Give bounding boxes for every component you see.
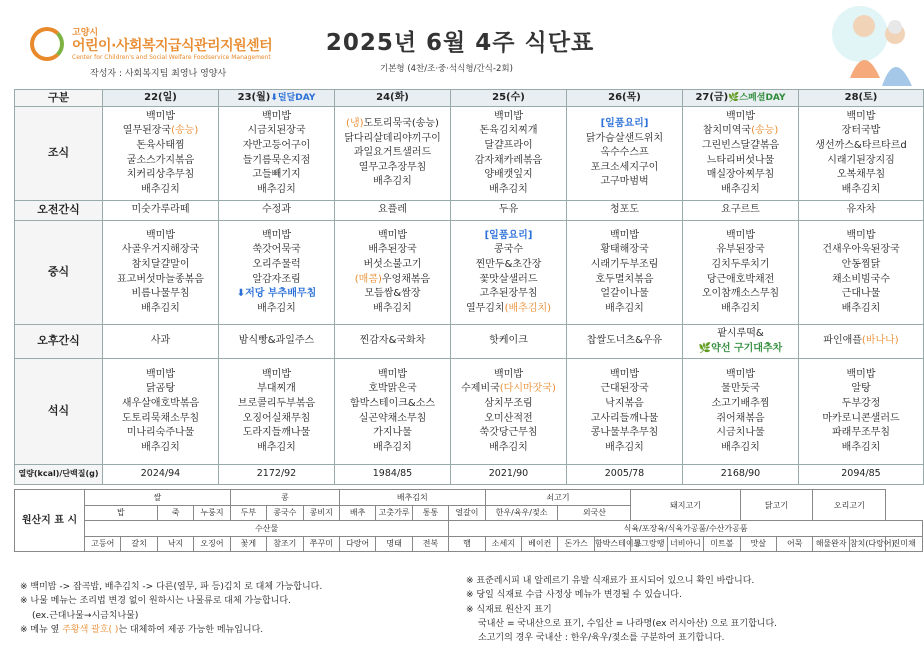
menu-item: 표고버섯마늘종볶음 [117,273,204,285]
menu-item: 고들빼기지 [252,169,301,181]
menu-item: 물만둣국 [721,383,760,395]
menu-item: 배추김치 [721,441,760,453]
menu-item: 배추김치 [489,441,528,453]
menu-item: 쑥갓당근무침 [479,427,538,439]
origin-group: 식육/포장육/식육가공품/수산가공품 [449,521,923,537]
menu-item: 황태해장국 [600,244,649,256]
menu-item: 비름나물무침 [131,288,190,300]
menu-item: 배추김치 [141,183,180,195]
nutrition-cell: 2021/90 [451,465,567,485]
breakfast-cell [335,107,451,201]
menu-item: 얼갈이나물 [600,288,649,300]
menu-item: 쥐어채볶음 [716,412,765,424]
origin-sub: 콩비지 [303,505,339,521]
origin-sub: 죽 [157,505,193,521]
breakfast-cell [451,107,567,201]
dinner-cell [335,359,451,465]
menu-item: 배추김치 [373,176,412,188]
menu-item: 배추김치 [373,441,412,453]
origin-sub: 명태 [376,536,412,552]
origin-sub: 한우/육우/젖소 [485,505,558,521]
pm-snack-cell [799,325,924,359]
menu-item: 그린빈스달걀볶음 [701,139,780,151]
origin-group: 배추김치 [339,490,485,506]
menu-item: 파인애플(바나나) [823,335,899,347]
menu-item: 버섯소불고기 [363,258,422,270]
org-english-name: Center for Children's and Social Welfare Foodservice Management [72,54,271,61]
nutrition-cell: 1984/85 [335,465,451,485]
menu-item: 두부강정 [841,397,881,409]
menu-item: 참치달걀말이 [131,258,190,270]
menu-item: 오이참깨소스무침 [701,288,780,300]
origin-sub: 진미채 [886,536,923,552]
origin-sub: 쭈꾸미 [303,536,339,552]
dinner-cell [219,359,335,465]
menu-item: 백미밥 [494,110,523,122]
nutrition-cell: 2024/94 [103,465,219,485]
menu-item: 모듬쌈&쌈장 [364,288,421,300]
menu-item: 백미밥 [378,368,407,380]
menu-item: 백미밥 [378,229,407,241]
org-logo-icon [30,27,64,61]
nutrition-cell: 2172/92 [219,465,335,485]
menu-item: 백미밥 [846,368,876,380]
menu-item: 사과 [150,335,171,347]
menu-item: 달걀프라이 [484,139,533,151]
dinner-cell [799,359,924,465]
menu-item: 자반고등어구이 [242,139,311,151]
menu-item: 백미밥 [726,229,755,241]
day-tag: ⬇덜달DAY [270,92,316,103]
origin-sub: 돈가스 [558,536,594,552]
menu-item: (매콤)우엉채볶음 [354,273,431,285]
note-line: 소고기의 경우 국내산 : 한우/육우/젖소를 구분하여 표기합니다. [478,633,725,644]
menu-item: 호박맑은국 [368,383,417,395]
menu-item: 부대찌개 [257,383,296,395]
dinner-cell [683,359,799,465]
lunch-cell [567,221,683,325]
pm-snack-cell [567,325,683,359]
origin-group: 수산물 [85,521,449,537]
am-snack-cell: 미숫가루라떼 [103,201,219,221]
menu-item: 돈육사태찜 [136,139,185,151]
menu-item: 배추김치 [841,441,881,453]
menu-item: 핫케이크 [489,335,528,347]
origin-sub: 맛살 [740,536,776,552]
am-snack-cell: 유자차 [799,201,924,221]
menu-item: 닭곰탕 [146,383,175,395]
menu-item: 배추김치 [141,302,180,314]
am-snack-cell: 요구르트 [683,201,799,221]
origin-group: 콩 [230,490,339,506]
row-label: 열량(kcal)/단백질(g) [15,465,103,485]
origin-sub: 오징어 [194,536,230,552]
pm-snack-cell [103,325,219,359]
am-snack-cell: 수정과 [219,201,335,221]
menu-item: 닭가슴살샌드위치 [585,132,664,144]
menu-item: 밤식빵&과일주스 [238,335,315,347]
origin-sub: 누룽지 [194,505,230,521]
origin-sub: 미트볼 [704,536,740,552]
day-header: 26(목) [567,90,683,107]
menu-item: 백미밥 [262,110,291,122]
origin-sub: 꽃게 [230,536,266,552]
pm-snack-cell [335,325,451,359]
menu-item: 삼치무조림 [484,397,533,409]
page-title: 2025년 6월 4주 식단표 [325,30,595,56]
menu-item: 백미밥 [846,229,876,241]
menu-item: 고사리들깨나물 [590,412,659,424]
menu-item: 장터국밥 [841,125,881,137]
menu-item: 콩나물부추무침 [590,427,659,439]
menu-item: 고추된장무침 [479,288,538,300]
menu-item: 배추김치 [257,183,296,195]
menu-item: 감자채카레볶음 [474,154,543,166]
menu-item: 옥수수스프 [600,147,649,159]
menu-item: 양배캣잎지 [484,169,533,181]
menu-item: 시금치나물 [716,427,765,439]
menu-item: 백미밥 [494,368,523,380]
lunch-cell [799,221,924,325]
menu-item: 함박스테이크&소스 [349,397,436,409]
nutrition-cell: 2168/90 [683,465,799,485]
elderly-couple-illustration-icon [812,4,918,86]
dinner-cell [451,359,567,465]
corner-header: 구분 [15,90,103,107]
origin-sub: 함박스테이크 [594,536,630,552]
origin-sub: 전복 [412,536,448,552]
note-line: (ex.근대나물→시금치나물) [32,610,139,621]
note-line: ※ 나물 메뉴는 조리법 변경 없이 원하시는 나물류로 대체 가능합니다. [20,596,291,607]
origin-sub: 콩국수 [267,505,303,521]
menu-item: 팥시루떡& [717,327,764,339]
note-line: ※ 백미밥 -> 잡곡밥, 배추김치 -> 다른(열무, 파 등)김치 로 대체 가능합니다. [20,582,323,592]
day-tag: 🌿스페셜DAY [728,92,786,103]
org-name: 어린이·사회복지급식관리지원센터 [72,38,273,54]
menu-item: 백미밥 [146,368,175,380]
menu-item: 안동찜닭 [841,258,881,270]
origin-group: 쌀 [85,490,231,506]
meal-table [14,89,924,485]
menu-item: (냉)도토리묵국(송능) [346,118,439,130]
note-line: ※ 메뉴 옆 주황색 괄호( )는 대체하여 제공 가능한 메뉴입니다. [20,624,264,635]
breakfast-cell [799,107,924,201]
menu-item: 돈육김치찌개 [479,125,538,137]
menu-item: 근대나물 [841,288,881,300]
menu-item: 배추김치 [373,302,412,314]
menu-item: 들기름묵은지점 [242,154,311,166]
menu-item: 도토리묵채소무침 [121,412,200,424]
menu-item: 마카로니콘샐러드 [822,412,900,424]
menu-item: 찐만두&초간장 [475,258,542,270]
menu-item: 유부된장국 [716,244,765,256]
note-line: ※ 표준레시피 내 알레르기 유발 식재료가 표시되어 있으니 확인 바랍니다. [466,576,755,586]
menu-item: 열무김치(배추김치) [465,302,552,314]
day-header: 27(금)🌿스페셜DAY [683,90,799,107]
origin-sub: 소세지 [485,536,521,552]
author: 작성자 : 사회복지팀 최영나 영양사 [90,69,227,79]
am-snack-cell: 청포도 [567,201,683,221]
breakfast-cell [683,107,799,201]
origin-sub: 낙지 [157,536,193,552]
breakfast-cell [567,107,683,201]
menu-item: 시래기두부조림 [590,258,659,270]
origin-label: 원산지 표 시 [15,490,85,552]
menu-item: 김치두루치기 [711,258,770,270]
origin-sub: 고등어 [85,536,121,552]
menu-item: 파래무조무침 [832,427,890,439]
menu-item: 배추김치 [257,441,296,453]
org-city: 고양시 [72,28,99,38]
origin-sub: 두부 [230,505,266,521]
origin-sub: 배추 [339,505,375,521]
menu-item: 찐감자&국화차 [359,335,426,347]
menu-item: 배추김치 [841,302,881,314]
menu-item: 열무고추장무침 [358,161,427,173]
menu-item: 치커리상추무침 [126,169,195,181]
menu-item: 호두멸치볶음 [595,273,654,285]
menu-item: 백미밥 [146,229,175,241]
origin-sub: 얼갈이 [449,505,485,521]
menu-item: 백미밥 [146,110,175,122]
menu-item: 과일요거트샐러드 [353,147,432,159]
menu-item: 미나리숙주나물 [126,427,195,439]
menu-item: 오리주물럭 [252,258,301,270]
origin-sub: 통통 [412,505,448,521]
origin-sub: 갈치 [121,536,157,552]
origin-sub: 너비아니 [667,536,703,552]
row-label: 석식 [15,359,103,465]
origin-group: 오리고기 [813,490,886,521]
origin-sub: 밥 [85,505,158,521]
menu-item: 사골우거지해장국 [121,244,200,256]
menu-item: 백미밥 [262,368,291,380]
day-header: 28(토) [799,90,924,107]
menu-item: 배추김치 [721,302,760,314]
menu-item: 닭다리살데리야끼구이 [344,132,441,144]
menu-item: 찹쌀도너츠&우유 [586,335,663,347]
row-label: 오전간식 [15,201,103,221]
lunch-cell [335,221,451,325]
pm-snack-cell [683,325,799,359]
menu-item: 채소비빔국수 [832,273,890,285]
menu-item: 가지나물 [373,427,412,439]
menu-item: 느타리버섯나물 [706,154,775,166]
am-snack-cell: 요플레 [335,201,451,221]
origin-sub: 참조기 [267,536,303,552]
row-label: 오후간식 [15,325,103,359]
dinner-cell [567,359,683,465]
menu-item: 오복채무침 [836,169,886,181]
menu-item: 참치미역국(송능) [702,125,779,137]
am-snack-cell: 두유 [451,201,567,221]
note-line: ※ 식재료 원산지 표기 [466,604,552,615]
lunch-cell [219,221,335,325]
day-header: 25(수) [451,90,567,107]
menu-item: 굴소스가지볶음 [126,154,195,166]
menu-item: 배추김치 [141,441,180,453]
menu-item: 새우살애호박볶음 [121,397,200,409]
menu-item: 배추김치 [257,302,296,314]
menu-item: 백미밥 [726,368,755,380]
breakfast-cell [103,107,219,201]
menu-item: 배추된장국 [368,244,417,256]
menu-item: 배추김치 [721,183,760,195]
lunch-cell [451,221,567,325]
menu-item: 시금치된장국 [247,125,306,137]
row-label: 중식 [15,221,103,325]
menu-item: 도라지들깨나물 [242,427,311,439]
note-line: 국내산 = 국내산으로 표기, 수입산 = 나라명(ex 러시아산) 으로 표기합니다. [478,618,778,629]
menu-item: 알감자조림 [252,273,301,285]
pm-snack-cell [219,325,335,359]
origin-sub: 고춧가루 [376,505,412,521]
menu-item: 수제비국(다시마잣국) [461,383,556,395]
dinner-cell [103,359,219,465]
origin-group: 돼지고기 [631,490,740,521]
menu-item: 오미산적전 [484,412,533,424]
menu-item: 배추김치 [605,441,644,453]
breakfast-cell [219,107,335,201]
menu-item: 백미밥 [610,368,639,380]
menu-item: 낙지볶음 [605,397,644,409]
notes-right [466,574,921,645]
origin-table [14,489,923,552]
menu-item: [일품요리] [600,118,649,130]
origin-sub: 참치(다랑어) [849,536,885,552]
pm-snack-cell [451,325,567,359]
menu-item: 쑥갓어묵국 [252,244,301,256]
menu-item: 브로콜리두부볶음 [237,397,316,409]
menu-item: 🌿약선 구기대추차 [698,342,783,354]
note-line: ※ 당일 식재료 수급 사정상 메뉴가 변경될 수 있습니다. [466,590,682,601]
lunch-cell [103,221,219,325]
menu-item: 열무된장국(송능) [122,125,199,137]
menu-item: 백미밥 [846,110,876,122]
origin-sub: 외국산 [558,505,631,521]
menu-item: 건새우아욱된장국 [822,244,900,256]
menu-item: 배추김치 [841,183,881,195]
menu-item: 백미밥 [262,229,291,241]
origin-sub: 동그랑땡 [631,536,667,552]
origin-sub: 베이컨 [522,536,558,552]
menu-item: 시래기된장지짐 [827,154,895,166]
menu-item: 포크소세지구이 [590,161,659,173]
origin-sub: 햄 [449,536,485,552]
menu-item: ⬇저당 부추배무침 [236,288,317,300]
menu-item: 근대된장국 [600,383,649,395]
menu-item: 백미밥 [610,229,639,241]
nutrition-cell: 2094/85 [799,465,924,485]
menu-item: 생선까스&타르타르d [815,139,907,151]
origin-sub: 해물완자 [813,536,849,552]
menu-item: 고구마범벅 [600,176,649,188]
menu-item: 오징어실채무침 [242,412,311,424]
page-subtitle: 기본형 (4찬/조·중·석식형/간식-2회) [380,64,513,74]
menu-item: 실곤약채소무침 [358,412,427,424]
origin-sub: 어묵 [777,536,813,552]
page-header [0,0,923,88]
menu-item: 콩국수 [494,244,523,256]
menu-item: 당근애호박채전 [706,273,775,285]
menu-item: 소고기배추찜 [711,397,770,409]
origin-group: 닭고기 [740,490,813,521]
menu-item: 백미밥 [726,110,755,122]
day-header: 24(화) [335,90,451,107]
menu-item: 배추김치 [605,302,644,314]
day-header: 22(일) [103,90,219,107]
notes-left [20,580,460,637]
menu-item: 배추김치 [489,183,528,195]
nutrition-cell: 2005/78 [567,465,683,485]
menu-item: 꽃맛살샐러드 [479,273,538,285]
day-header: 23(월)⬇덜달DAY [219,90,335,107]
menu-item: [일품요리] [484,229,533,241]
row-label: 조식 [15,107,103,201]
menu-item: 알탕 [851,383,871,395]
origin-sub: 다랑어 [339,536,375,552]
menu-item: 매실장아찌무침 [706,169,775,181]
lunch-cell [683,221,799,325]
origin-group: 쇠고기 [485,490,631,506]
